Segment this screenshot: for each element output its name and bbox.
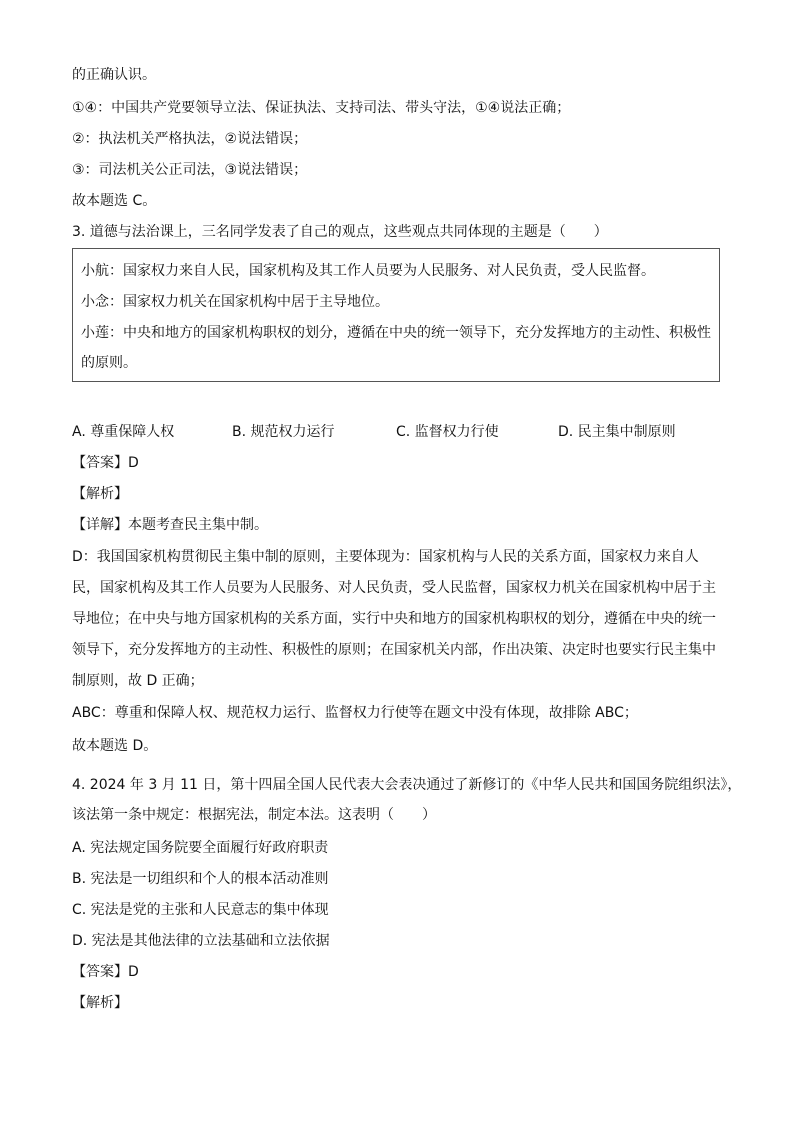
q3-explanation-line: 导地位；在中央与地方国家机构的关系方面，实行中央和地方的国家机构职权的划分，遵循在中央的统一 [72,611,716,627]
q3-explanation-line: 民，国家机构及其工作人员要为人民服务、对人民负责，受人民监督，国家权力机关在国家机构中居于主 [72,580,716,596]
q4-option-a: A. 宪法规定国务院要全面履行好政府职责 [72,840,329,856]
q3-option-c: C. 监督权力行使 [396,424,499,440]
q4-stem-line: 4. 2024 年 3 月 11 日，第十四届全国人民代表大会表决通过了新修订的《中华人民共和国国务院组织法》， [72,777,742,793]
q3-explanation-line: D：我国国家机构贯彻民主集中制的原则，主要体现为：国家机构与人民的关系方面，国家权力来自人 [72,549,699,565]
q3-quote-box [72,248,720,382]
q4-stem-line: 该法第一条中规定：根据宪法，制定本法。这表明（ ） [72,807,436,823]
q3-option-a: A. 尊重保障人权 [72,424,175,440]
q3-detail: 【详解】本题考查民主集中制。 [72,517,268,533]
prev-analysis-line: ②：执法机关严格执法，②说法错误； [72,131,308,147]
prev-analysis-line: ③：司法机关公正司法，③说法错误； [72,162,308,178]
q3-conclusion: 故本题选 D。 [72,738,158,754]
q3-option-d: D. 民主集中制原则 [558,424,676,440]
q3-analysis-label: 【解析】 [72,486,128,502]
q3-explanation-line: 制原则，故 D 正确； [72,673,204,689]
q4-option-d: D. 宪法是其他法律的立法基础和立法依据 [72,933,330,949]
prev-analysis-line: ①④：中国共产党要领导立法、保证执法、支持司法、带头守法，①④说法正确； [72,100,571,116]
prev-analysis-line: 的正确认识。 [72,67,156,83]
q3-stem: 3. 道德与法治课上，三名同学发表了自己的观点，这些观点共同体现的主题是（ ） [72,224,608,240]
q4-option-b: B. 宪法是一切组织和个人的根本活动准则 [72,871,329,887]
prev-conclusion: 故本题选 C。 [72,193,157,209]
q3-exclude: ABC：尊重和保障人权、规范权力运行、监督权力行使等在题文中没有体现，故排除 ABC； [72,705,638,721]
quote-xiaolian-cont: 的原则。 [81,355,137,371]
q3-answer: 【答案】D [72,455,139,471]
q4-analysis-label: 【解析】 [72,995,128,1011]
quote-xiaohang: 小航：国家权力来自人民，国家机构及其工作人员要为人民服务、对人民负责，受人民监督。 [81,263,655,279]
q4-answer: 【答案】D [72,964,139,980]
q3-option-b: B. 规范权力运行 [232,424,335,440]
quote-xiaolian: 小莲：中央和地方的国家机构职权的划分，遵循在中央的统一领导下，充分发挥地方的主动性、积极性 [81,325,711,341]
q4-option-c: C. 宪法是党的主张和人民意志的集中体现 [72,902,329,918]
q3-explanation-line: 领导下，充分发挥地方的主动性、积极性的原则；在国家机关内部，作出决策、决定时也要实行民主集中 [72,642,716,658]
quote-xiaonian: 小念：国家权力机关在国家机构中居于主导地位。 [81,294,389,310]
